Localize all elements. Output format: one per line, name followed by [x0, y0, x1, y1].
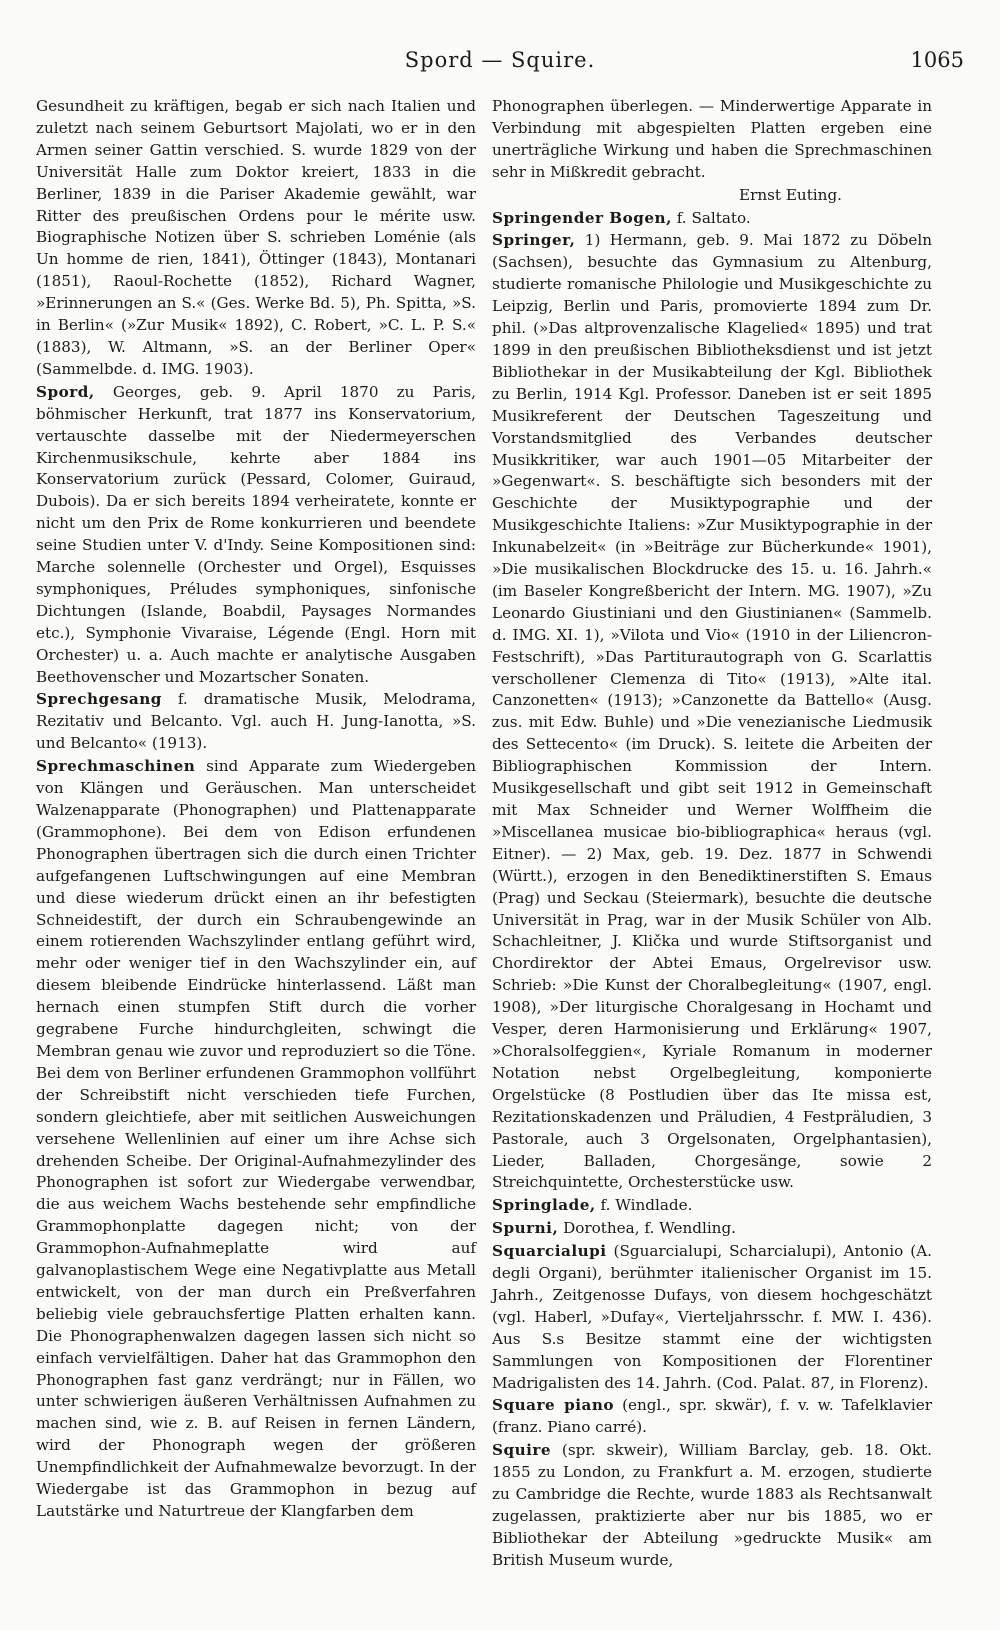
- entry-text: Gesundheit zu kräftigen, begab er sich nach Italien und zuletzt nach seinem Geburtsort Majolati, wo er in den Armen seiner Gattin verschied. S. wurde 1829 von der Universität Halle zum Doktor kreiert, 1833 in die Berliner, 1839 in die Pariser Akademie gewählt, war Ritter des preußischen Ordens pour le mérite usw. Biographische Notizen über S. schrieben Loménie (als Un homme de rien, 1841), Öttinger (1843), Montanari (1851), Raoul-Rochette (1852), Richard Wagner, »Erinnerungen an S.« (Ges. Werke Bd. 5), Ph. Spitta, »S. in Berlin« (»Zur Musik« 1892), C. Robert, »C. L. P. S.« (1883), W. Altmann, »S. an der Berliner Oper« (Sammelbde. d. IMG. 1903).: [36, 97, 476, 378]
- entry-headword: Springlade,: [492, 1196, 596, 1215]
- entry-springer: [492, 230, 932, 1194]
- left-column: [36, 96, 476, 1523]
- entry-text: Georges, geb. 9. April 1870 zu Paris, böhmischer Herkunft, trat 1877 ins Konservatorium, vertauschte dasselbe mit der Niedermeyerschen Kirchenmusikschule, kehrte aber 1884 ins Konservatorium zurück (Pessard, Colomer, Guiraud, Dubois). Da er sich bereits 1894 verheiratete, konnte er nicht um den Prix de Rome konkurrieren und beendete seine Studien unter V. d'Indy. Seine Kompositionen sind: Marche solennelle (Orchester und Orgel), Esquisses symphoniques, Préludes symphoniques, sinfonische Dichtungen (Islande, Boabdil, Paysages Normandes etc.), Symphonie Vivaraise, Légende (Engl. Horn mit Orchester) u. a. Auch machte er analytische Ausgaben Beethovenscher und Mozartscher Sonaten.: [36, 382, 476, 686]
- entry-text: f. dramatische Musik, Melodrama, Rezitativ und Belcanto. Vgl. auch H. Jung-Ianotta, »S. und Belcanto« (1913).: [36, 690, 476, 753]
- entry-continuation: [36, 96, 476, 381]
- entry-spurni: [492, 1218, 932, 1240]
- entry-headword: Spurni,: [492, 1219, 559, 1238]
- entry-headword: Sprechgesang: [36, 690, 162, 709]
- entry-text: 1) Hermann, geb. 9. Mai 1872 zu Döbeln (Sachsen), besuchte das Gymnasium zu Altenburg, studierte romanische Philologie und Musikgeschichte zu Leipzig, Berlin und Paris, promovierte 1894 zum Dr. phil. (»Das altprovenzalische Klagelied« 1895) und trat 1899 in den preußischen Bibliotheksdienst und ist jetzt Bibliothekar in der Musikabteilung der Kgl. Bibliothek zu Berlin, 1914 Kgl. Professor. Daneben ist er seit 1895 Musikreferent der Deutschen Tageszeitung und Vorstandsmitglied des Verbandes deutscher Musikkritiker, war auch 1901—05 Mitarbeiter der »Gegenwart«. S. beschäftigte sich besonders mit der Geschichte der Musiktypographie und der Musikgeschichte Italiens: »Zur Musiktypographie in der Inkunabelzeit« (in »Beiträge zur Bücherkunde« 1901), »Die musikalischen Blockdrucke des 15. u. 16. Jahrh.« (im Baseler Kongreßbericht der Intern. MG. 1907), »Zu Leonardo Giustiniani und den Giustinianen« (Sammelb. d. IMG. XI. 1), »Vilota und Vio« (1910 in der Liliencron-Festschrift), »Das Partiturautograph von G. Scarlattis verschollener Clemenza di Tito« (1913), »Alte ital. Canzonetten« (1913); »Canzonette da Battello« (Ausg. zus. mit Edw. Buhle) und »Die venezianische Liedmusik des Settecento« (im Druck). S. leitete die Arbeiten der Bibliographischen Kommission der Intern. Musikgesellschaft und gibt seit 1912 in Gemeinschaft mit Max Schneider und Werner Wolffheim die »Miscellanea musicae bio-bibliographica« heraus (vgl. Eitner). — 2) Max, geb. 19. Dez. 1877 in Schwendi (Württ.), erzogen in den Benediktinerstiften S. Emaus (Prag) und Seckau (Steiermark), besuchte die deutsche Universität in Prag, war in der Musik Schüler von Alb. Schachleitner, J. Klička und wurde Stiftsorganist und Chordirektor der Abtei Emaus, Orgelrevisor usw. Schrieb: »Die Kunst der Choralbegleitung« (1907, engl. 1908), »Der liturgische Choralgesang in Hochamt und Vesper, deren Harmonisierung und Erklärung« 1907, »Choralsolfeggien«, Kyriale Romanum in moderner Notation nebst Orgelbegleitung, komponierte Orgelstücke (8 Postludien über das Ite missa est, Rezitationskadenzen und Präludien, 4 Festpräludien, 3 Pastorale, auch 3 Orgelsonaten, Orgelphantasien), Lieder, Balladen, Chorgesänge, sowie 2 Streichquintette, Orchesterstücke usw.: [492, 231, 932, 1192]
- entry-headword: Squarcialupi: [492, 1242, 607, 1261]
- entry-text: sind Apparate zum Wiedergeben von Klängen und Geräuschen. Man unterscheidet Walzenapparate (Phonographen) und Plattenapparate (Grammophone). Bei dem von Edison erfundenen Phonographen übertragen sich die durch einen Trichter aufgefangenen Luftschwingungen auf eine Membran und diese wiederum drückt einen an ihr befestigten Schneidestift, der durch ein Schraubengewinde an einem rotierenden Wachszylinder entlang geführt wird, mehr oder weniger tief in den Wachszylinder ein, auf diesem bleibende Eindrücke hinterlassend. Läßt man hernach einen stumpfen Stift durch die vorher gegrabene Furche hindurchgleiten, schwingt die Membran genau wie zuvor und reproduziert so die Töne. Bei dem von Berliner erfundenen Grammophon vollführt der Schreibstift nicht verschieden tiefe Furchen, sondern gleichtiefe, aber mit seitlichen Ausweichungen versehene Wellenlinien auf einer um ihre Achse sich drehenden Scheibe. Der Original-Aufnahmezylinder des Phonographen ist sofort zur Wiedergabe verwendbar, die aus weichem Wachs bestehende sehr empfindliche Grammophonplatte dagegen nicht; von der Grammophon-Aufnahmeplatte wird auf galvanoplastischem Wege eine Negativplatte aus Metall entwickelt, von der man durch ein Preßverfahren beliebig viele gebrauchsfertige Platten erhalten kann. Die Phonographenwalzen dagegen lassen sich nicht so einfach vervielfältigen. Daher hat das Grammophon den Phonographen fast ganz verdrängt; nur in Fällen, wo unter schwierigen äußeren Verhältnissen Aufnahmen zu machen sind, wie z. B. auf Reisen in fernen Ländern, wird der Phonograph wegen der größeren Unempfindlichkeit der Aufnahmewalze bevorzugt. In der Wiedergabe ist das Grammophon in bezug auf Lautstärke und Naturtreue der Klangfarben dem: [36, 757, 476, 1520]
- entry-spord: [36, 382, 476, 689]
- entry-text: f. Saltato.: [676, 208, 751, 227]
- entry-springlade: [492, 1195, 932, 1217]
- entry-text: Dorothea, f. Wendling.: [563, 1219, 737, 1238]
- page-header: [36, 48, 964, 82]
- signature-text: Ernst Euting.: [738, 185, 842, 204]
- entry-text: (Sguarcialupi, Scharcialupi), Antonio (A. degli Organi), berühmter italienischer Organist im 15. Jahrh., Zeitgenosse Dufays, von diesem hochgeschätzt (vgl. Haberl, »Dufay«, Vierteljahrsschr. f. MW. I. 436). Aus S.s Besitze stammt eine der wichtigsten Sammlungen von Kompositionen der Florentiner Madrigalisten des 14. Jahrh. (Cod. Palat. 87, in Florenz).: [492, 1242, 933, 1392]
- entry-continuation: [492, 96, 932, 184]
- entry-squire: [492, 1440, 932, 1571]
- entry-squarcialupi: [492, 1241, 932, 1394]
- author-signature: [492, 185, 932, 207]
- entry-square-piano: [492, 1395, 932, 1439]
- entry-text: (spr. skweir), William Barclay, geb. 18. Okt. 1855 zu London, zu Frankfurt a. M. erzogen, studierte zu Cambridge die Rechte, wurde 1883 als Rechtsanwalt zugelassen, praktizierte aber nur bis 1885, wo er Bibliothekar der Abteilung »gedruckte Musik« am British Museum wurde,: [492, 1441, 932, 1569]
- entry-headword: Springender Bogen,: [492, 208, 672, 227]
- right-column: [492, 96, 932, 1572]
- entry-text: Phonographen überlegen. — Minderwertige Apparate in Verbindung mit abgespielten Platten ergeben eine unerträgliche Wirkung und haben die Sprechmaschinen sehr in Mißkredit gebracht.: [492, 97, 932, 181]
- entry-springender-bogen: [492, 208, 932, 230]
- entry-text: f. Windlade.: [600, 1196, 693, 1215]
- entry-text: (engl., spr. skwär), f. v. w. Tafelklavier (franz. Piano carré).: [492, 1396, 933, 1437]
- entry-headword: Square piano: [492, 1396, 615, 1415]
- page-number: 1065: [910, 48, 964, 72]
- entry-sprechgesang: [36, 689, 476, 755]
- entry-headword: Spord,: [36, 382, 95, 401]
- entry-headword: Springer,: [492, 231, 576, 250]
- entry-headword: Squire: [492, 1441, 552, 1460]
- entry-sprechmaschinen: [36, 756, 476, 1523]
- running-title: Spord — Squire.: [404, 48, 596, 72]
- entry-headword: Sprechmaschinen: [36, 757, 196, 776]
